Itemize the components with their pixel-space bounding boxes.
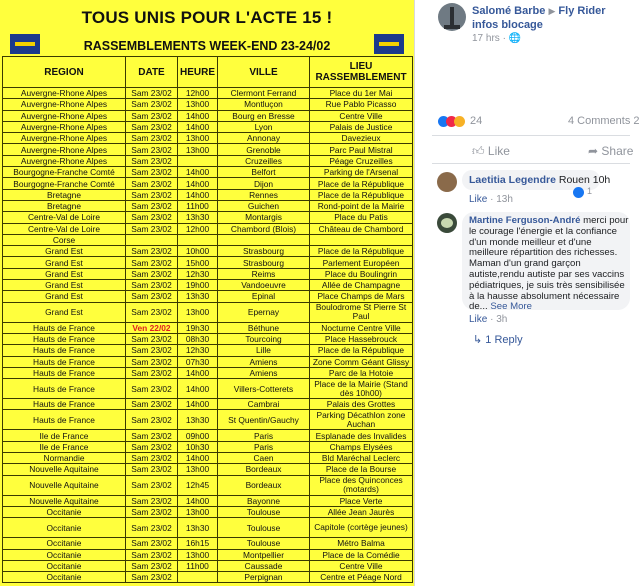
table-row [3, 302, 413, 322]
comments-count[interactable]: 4 Comments 2 [568, 115, 640, 127]
rallies-table-container [2, 56, 412, 583]
table-cell: Place de la République [310, 246, 413, 257]
table-cell: Sam 23/02 [126, 178, 178, 189]
table-cell: Montpellier [218, 549, 310, 560]
table-cell: Guichen [218, 200, 310, 211]
table-cell: Tourcoing [218, 333, 310, 344]
table-cell: Place de la Bourse [310, 464, 413, 475]
table-cell: Place du Patis [310, 212, 413, 223]
table-cell: Allée Jean Jaurès [310, 506, 413, 517]
table-cell: 08h30 [178, 333, 218, 344]
table-cell: Nouvelle Aquitaine [3, 495, 126, 506]
table-row [3, 410, 413, 430]
table-cell: Palais des Grottes [310, 399, 413, 410]
table-cell: Occitanie [3, 538, 126, 549]
table-cell: Place de la Mairie (Stand dès 10h00) [310, 379, 413, 399]
table-cell: Paris [218, 430, 310, 441]
table-cell: Bourg en Bresse [218, 110, 310, 121]
table-cell: Sam 23/02 [126, 280, 178, 291]
table-cell: Grand Est [3, 246, 126, 257]
table-cell: Clermont Ferrand [218, 88, 310, 99]
table-row [3, 441, 413, 452]
table-cell: Grand Est [3, 302, 126, 322]
table-cell: Bretagne [3, 200, 126, 211]
table-cell: Parking de l'Arsenal [310, 167, 413, 178]
column-header: DATE [126, 57, 178, 88]
table-row [3, 345, 413, 356]
table-cell: 13h30 [178, 291, 218, 302]
commenter-avatar[interactable] [437, 172, 457, 192]
table-row [3, 506, 413, 517]
table-cell: Sam 23/02 [126, 475, 178, 495]
group-name-link[interactable]: Fly Rider infos blocage [472, 5, 606, 31]
table-cell: 13h00 [178, 302, 218, 322]
table-cell: 14h00 [178, 495, 218, 506]
table-cell: Ile de France [3, 441, 126, 452]
table-cell: 09h00 [178, 430, 218, 441]
table-cell: Esplanade des Invalides [310, 430, 413, 441]
table-cell: Montargis [218, 212, 310, 223]
table-cell: Occitanie [3, 572, 126, 583]
table-cell [126, 234, 178, 245]
table-row [3, 178, 413, 189]
comment-reaction-count[interactable]: 1 [587, 186, 593, 196]
table-cell: St Quentin/Gauchy [218, 410, 310, 430]
table-row [3, 212, 413, 223]
table-cell: Sam 23/02 [126, 572, 178, 583]
table-cell: Place Verte [310, 495, 413, 506]
table-cell: Grenoble [218, 144, 310, 155]
comment-like-link[interactable]: Like [469, 194, 488, 205]
table-cell: Auvergne-Rhone Alpes [3, 88, 126, 99]
table-cell: 07h30 [178, 356, 218, 367]
table-cell: Sam 23/02 [126, 144, 178, 155]
table-cell: 13h00 [178, 144, 218, 155]
table-cell: Epernay [218, 302, 310, 322]
table-row [3, 356, 413, 367]
table-cell: Villers-Cotterets [218, 379, 310, 399]
table-row [3, 268, 413, 279]
table-cell: 19h30 [178, 322, 218, 333]
table-cell: 13h00 [178, 549, 218, 560]
table-cell: Sam 23/02 [126, 345, 178, 356]
table-cell: 13h00 [178, 506, 218, 517]
table-cell: Champs Elysées [310, 441, 413, 452]
table-cell: Parc de la Hotoie [310, 367, 413, 378]
table-cell: Place des Quinconces (motards) [310, 475, 413, 495]
table-row [3, 234, 413, 245]
table-cell: Sam 23/02 [126, 430, 178, 441]
column-header: LIEU RASSEMBLEMENT [310, 57, 413, 88]
table-cell: Parlement Européen [310, 257, 413, 268]
table-cell: Amiens [218, 356, 310, 367]
table-row [3, 322, 413, 333]
table-cell: 12h00 [178, 88, 218, 99]
thumbs-up-icon: 👍︎ [472, 144, 485, 158]
table-cell: Toulouse [218, 518, 310, 538]
author-name-link[interactable]: Salomé Barbe [472, 5, 546, 17]
wow-reaction-icon [454, 116, 465, 127]
table-cell: Centre et Péage Nord [310, 572, 413, 583]
table-cell: Capitole (cortège jeunes) [310, 518, 413, 538]
table-row [3, 246, 413, 257]
table-cell: Sam 23/02 [126, 246, 178, 257]
table-row [3, 200, 413, 211]
table-cell: Sam 23/02 [126, 549, 178, 560]
table-row [3, 88, 413, 99]
table-cell: Centre-Val de Loire [3, 212, 126, 223]
table-cell: Hauts de France [3, 333, 126, 344]
table-cell: Hauts de France [3, 399, 126, 410]
comment-meta: Like · 3h [469, 314, 508, 325]
table-row [3, 399, 413, 410]
table-cell: Bld Maréchal Leclerc [310, 453, 413, 464]
table-cell: Occitanie [3, 560, 126, 571]
see-more-link[interactable]: See More [490, 301, 532, 313]
table-row [3, 223, 413, 234]
table-cell: Place du Boulingrin [310, 268, 413, 279]
table-row [3, 464, 413, 475]
table-cell: Sam 23/02 [126, 200, 178, 211]
table-cell: Epinal [218, 291, 310, 302]
table-cell: Sam 23/02 [126, 110, 178, 121]
like-reaction-icon [573, 187, 584, 198]
table-cell: Chambord (Blois) [218, 223, 310, 234]
table-body [3, 88, 413, 583]
table-cell: Sam 23/02 [126, 410, 178, 430]
table-cell: Ven 22/02 [126, 322, 178, 333]
table-cell: Grand Est [3, 268, 126, 279]
table-cell: Sam 23/02 [126, 538, 178, 549]
table-cell: Sam 23/02 [126, 495, 178, 506]
table-cell: Sam 23/02 [126, 291, 178, 302]
table-cell: Béthune [218, 322, 310, 333]
table-row [3, 453, 413, 464]
author-avatar[interactable] [438, 3, 466, 31]
table-cell: Caen [218, 453, 310, 464]
table-row [3, 495, 413, 506]
table-cell: Occitanie [3, 506, 126, 517]
table-cell: Place Hassebrouck [310, 333, 413, 344]
table-cell: Toulouse [218, 506, 310, 517]
rallies-table [2, 56, 413, 583]
table-cell: Bayonne [218, 495, 310, 506]
table-cell: Amiens [218, 367, 310, 378]
table-row [3, 430, 413, 441]
table-cell: Cruzeilles [218, 155, 310, 166]
column-header: HEURE [178, 57, 218, 88]
table-cell: Sam 23/02 [126, 367, 178, 378]
table-cell: Sam 23/02 [126, 212, 178, 223]
table-cell [310, 234, 413, 245]
table-cell: Corse [3, 234, 126, 245]
table-cell: 11h00 [178, 560, 218, 571]
table-cell [178, 234, 218, 245]
table-cell: Auvergne-Rhone Alpes [3, 155, 126, 166]
post-header [472, 4, 627, 32]
table-cell: Annonay [218, 133, 310, 144]
table-cell [178, 155, 218, 166]
table-header-row [3, 57, 413, 88]
table-cell: 10h30 [178, 441, 218, 452]
table-cell: 14h00 [178, 121, 218, 132]
table-cell: Auvergne-Rhone Alpes [3, 110, 126, 121]
commenter-name-link[interactable]: Laetitia Legendre [469, 174, 556, 186]
table-cell: 16h15 [178, 538, 218, 549]
table-cell: 14h00 [178, 189, 218, 200]
table-cell: Ile de France [3, 430, 126, 441]
table-cell: Sam 23/02 [126, 155, 178, 166]
table-cell: Nouvelle Aquitaine [3, 464, 126, 475]
post-time[interactable]: 17 hrs · 🌐 [472, 33, 522, 44]
table-cell: Bourgogne-Franche Comté [3, 167, 126, 178]
table-cell: Vandoeuvre [218, 280, 310, 291]
table-row [3, 99, 413, 110]
table-row [3, 560, 413, 571]
table-cell: Sam 23/02 [126, 257, 178, 268]
reaction-count[interactable]: 24 [470, 115, 483, 127]
table-cell: Dijon [218, 178, 310, 189]
table-cell: Place de la République [310, 189, 413, 200]
table-cell: Place Champs de Mars [310, 291, 413, 302]
table-cell: 13h00 [178, 133, 218, 144]
poster-subtitle: RASSEMBLEMENTS WEEK-END 23-24/02 [83, 39, 331, 53]
poster-title: TOUS UNIS POUR L'ACTE 15 ! [81, 8, 333, 27]
table-cell: Montluçon [218, 99, 310, 110]
table-cell: Château de Chambord [310, 223, 413, 234]
table-cell: Caussade [218, 560, 310, 571]
table-cell: 14h00 [178, 379, 218, 399]
table-cell: Hauts de France [3, 356, 126, 367]
table-cell: Centre-Val de Loire [3, 223, 126, 234]
table-cell: Auvergne-Rhone Alpes [3, 133, 126, 144]
table-cell: Métro Balma [310, 538, 413, 549]
table-cell: Hauts de France [3, 379, 126, 399]
comment-like-link[interactable]: Like [469, 314, 488, 325]
table-cell: 13h30 [178, 410, 218, 430]
table-cell: Normandie [3, 453, 126, 464]
table-cell: Auvergne-Rhone Alpes [3, 99, 126, 110]
commenter-name-link[interactable]: Martine Ferguson-André [469, 215, 581, 226]
table-cell: Sam 23/02 [126, 333, 178, 344]
table-cell: 12h45 [178, 475, 218, 495]
table-cell: Sam 23/02 [126, 167, 178, 178]
table-cell: Lyon [218, 121, 310, 132]
comment-meta: Like · 13h [469, 194, 513, 205]
table-cell: Péage Cruzeilles [310, 155, 413, 166]
table-cell: Paris [218, 441, 310, 452]
reply-arrow-icon: ↳ [473, 334, 483, 346]
table-cell: 13h00 [178, 464, 218, 475]
table-cell: Auvergne-Rhone Alpes [3, 121, 126, 132]
table-cell: Reims [218, 268, 310, 279]
table-cell: Hauts de France [3, 367, 126, 378]
column-header: REGION [3, 57, 126, 88]
like-button[interactable]: 👍︎ Like [472, 144, 510, 158]
table-cell: Place du 1er Mai [310, 88, 413, 99]
table-cell: Sam 23/02 [126, 121, 178, 132]
table-row [3, 133, 413, 144]
table-row [3, 167, 413, 178]
table-cell: 14h00 [178, 367, 218, 378]
table-cell: 10h00 [178, 246, 218, 257]
table-cell: Allée de Champagne [310, 280, 413, 291]
table-row [3, 144, 413, 155]
table-cell: Hauts de France [3, 322, 126, 333]
table-row [3, 549, 413, 560]
table-cell: Place de la République [310, 178, 413, 189]
column-header: VILLE [218, 57, 310, 88]
table-cell: Bretagne [3, 189, 126, 200]
table-cell: Perpignan [218, 572, 310, 583]
table-row [3, 257, 413, 268]
globe-icon: 🌐 [508, 33, 522, 44]
table-cell: 12h30 [178, 345, 218, 356]
table-row [3, 155, 413, 166]
table-cell: 12h00 [178, 223, 218, 234]
table-cell: 14h00 [178, 110, 218, 121]
table-row [3, 121, 413, 132]
divider [432, 135, 630, 136]
table-cell: Sam 23/02 [126, 356, 178, 367]
table-cell: Sam 23/02 [126, 302, 178, 322]
table-cell: 14h00 [178, 178, 218, 189]
table-row [3, 379, 413, 399]
table-cell: Place de la Comédie [310, 549, 413, 560]
table-cell: Grand Est [3, 291, 126, 302]
table-cell: Centre Ville [310, 560, 413, 571]
table-cell: 14h00 [178, 453, 218, 464]
divider [432, 163, 630, 164]
share-button[interactable]: ➦ Share [588, 144, 634, 158]
table-cell: Sam 23/02 [126, 506, 178, 517]
table-cell: Cambrai [218, 399, 310, 410]
table-cell [218, 234, 310, 245]
table-cell: Boulodrome St Pierre St Paul [310, 302, 413, 322]
table-cell: Centre Ville [310, 110, 413, 121]
table-row [3, 280, 413, 291]
table-cell: Auvergne-Rhone Alpes [3, 144, 126, 155]
table-cell: Sam 23/02 [126, 133, 178, 144]
table-cell: Palais de Justice [310, 121, 413, 132]
table-cell: Sam 23/02 [126, 189, 178, 200]
table-cell: Parc Paul Mistral [310, 144, 413, 155]
table-cell: Grand Est [3, 257, 126, 268]
table-cell: Place de la République [310, 345, 413, 356]
commenter-avatar[interactable] [437, 213, 457, 233]
table-cell: Rond-point de la Mairie [310, 200, 413, 211]
table-cell: Rennes [218, 189, 310, 200]
table-cell: Bordeaux [218, 475, 310, 495]
table-cell: Belfort [218, 167, 310, 178]
table-cell: 13h30 [178, 518, 218, 538]
table-cell: Bordeaux [218, 464, 310, 475]
table-cell: Sam 23/02 [126, 560, 178, 571]
table-cell: Toulouse [218, 538, 310, 549]
table-cell: 14h00 [178, 399, 218, 410]
table-cell: Bourgogne-Franche Comté [3, 178, 126, 189]
table-cell: 12h30 [178, 268, 218, 279]
table-row [3, 189, 413, 200]
view-replies-link[interactable]: ↳ 1 Reply [473, 334, 523, 346]
table-cell: Lille [218, 345, 310, 356]
table-cell: Sam 23/02 [126, 464, 178, 475]
table-cell: 15h00 [178, 257, 218, 268]
triangle-right-icon: ▶ [548, 6, 556, 16]
comment-text: Laetitia Legendre Rouen 10h [469, 174, 611, 186]
table-cell: Nouvelle Aquitaine [3, 475, 126, 495]
table-row [3, 518, 413, 538]
table-cell: Nocturne Centre Ville [310, 322, 413, 333]
table-row [3, 291, 413, 302]
table-cell: Occitanie [3, 549, 126, 560]
table-cell: Sam 23/02 [126, 88, 178, 99]
table-row [3, 475, 413, 495]
table-cell: Hauts de France [3, 410, 126, 430]
table-cell: 13h30 [178, 212, 218, 223]
table-cell: Rue Pablo Picasso [310, 99, 413, 110]
table-row [3, 572, 413, 583]
table-cell: Sam 23/02 [126, 441, 178, 452]
table-cell: Sam 23/02 [126, 379, 178, 399]
table-cell: Zone Comm Géant Glissy [310, 356, 413, 367]
table-cell: Sam 23/02 [126, 518, 178, 538]
table-cell: Sam 23/02 [126, 223, 178, 234]
table-row [3, 333, 413, 344]
comment-text: Martine Ferguson-André merci pour le courage l'énergie et la confiance d'un monde meilleur et d'une meilleure répartition des richesses. Maman d'un grand garçon autiste,rendu autiste par ses vaccins pédiatriques, je suis très sensibilisée à la hausse absolument nécessaire de... See More [469, 215, 629, 313]
table-cell: 13h00 [178, 99, 218, 110]
table-cell: Sam 23/02 [126, 268, 178, 279]
table-cell: Strasbourg [218, 246, 310, 257]
table-cell [178, 572, 218, 583]
table-cell: Sam 23/02 [126, 99, 178, 110]
table-row [3, 367, 413, 378]
table-cell: Parking Décathlon zone Auchan [310, 410, 413, 430]
table-cell: Grand Est [3, 280, 126, 291]
table-row [3, 110, 413, 121]
table-cell: 14h00 [178, 167, 218, 178]
table-cell: Sam 23/02 [126, 399, 178, 410]
table-cell: Strasbourg [218, 257, 310, 268]
table-cell: Hauts de France [3, 345, 126, 356]
table-cell: Sam 23/02 [126, 453, 178, 464]
table-cell: 11h00 [178, 200, 218, 211]
table-row [3, 538, 413, 549]
table-cell: 19h00 [178, 280, 218, 291]
share-arrow-icon: ➦ [588, 144, 599, 158]
table-cell: Occitanie [3, 518, 126, 538]
table-cell: Davezieux [310, 133, 413, 144]
